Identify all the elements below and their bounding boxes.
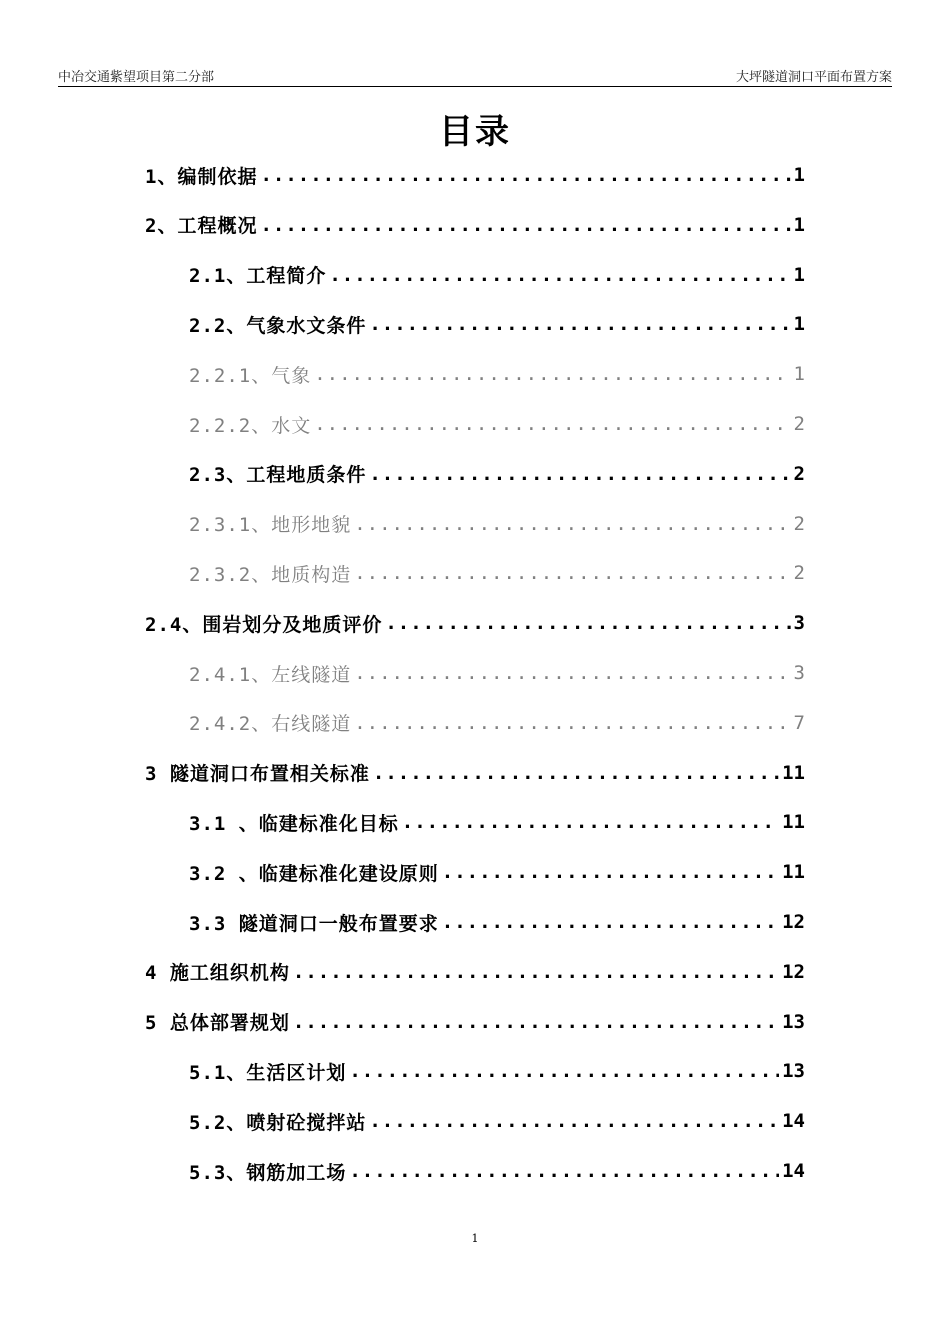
toc-entry[interactable] (189, 301, 805, 347)
toc-dot-leader (314, 413, 790, 435)
toc-dot-leader (314, 363, 790, 385)
toc-entry-label: 5.3、钢筋加工场 (189, 1161, 347, 1184)
toc-entry[interactable] (189, 700, 805, 746)
toc-entry-label: 2.1、工程简介 (189, 265, 327, 288)
toc-entry[interactable] (189, 1048, 805, 1094)
toc-entry[interactable] (189, 351, 805, 397)
toc-entry-page: 14 (782, 1160, 805, 1182)
toc-entry[interactable] (145, 600, 805, 646)
toc-entry-label: 3 隧道洞口布置相关标准 (145, 763, 370, 786)
toc-entry-label: 2.4、围岩划分及地质评价 (145, 613, 383, 636)
toc-dot-leader (369, 463, 790, 485)
toc-entry[interactable] (189, 1148, 805, 1194)
toc-dot-leader (369, 1110, 779, 1132)
toc-entry-label: 1、编制依据 (145, 165, 258, 188)
toc-entry-page: 1 (793, 213, 805, 236)
toc-entry-label: 5.1、生活区计划 (189, 1061, 347, 1084)
toc-entry-label: 3.2 、临建标准化建设原则 (189, 862, 439, 885)
page-header (58, 64, 892, 87)
toc-entry-page: 2 (793, 512, 805, 535)
toc-dot-leader (402, 811, 779, 833)
toc-entry-page: 11 (782, 811, 805, 834)
toc-entry[interactable] (189, 252, 805, 298)
toc-entry-page: 3 (793, 662, 805, 684)
toc-entry-label: 3.1 、临建标准化目标 (189, 812, 399, 835)
toc-dot-leader (385, 612, 790, 634)
toc-entry-page: 11 (782, 761, 805, 784)
toc-dot-leader (354, 662, 790, 684)
header-document-title: 大坪隧道洞口平面布置方案 (735, 70, 892, 85)
toc-entry-label: 2.3、工程地质条件 (189, 464, 367, 487)
toc-entry[interactable] (189, 849, 805, 895)
toc-entry[interactable] (189, 550, 805, 596)
toc-entry-page: 2 (793, 462, 805, 485)
toc-entry-label: 5.2、喷射砼搅拌站 (189, 1111, 367, 1134)
toc-dot-leader (260, 214, 790, 236)
toc-entry-label: 2.3.1、地形地貌 (189, 514, 352, 537)
toc-entry-page: 11 (782, 861, 805, 884)
toc-entry-page: 1 (793, 363, 805, 386)
toc-dot-leader (293, 1011, 779, 1033)
toc-entry[interactable] (189, 899, 805, 945)
toc-entry-page: 13 (782, 1010, 805, 1033)
toc-entry-page: 1 (793, 164, 805, 186)
toc-entry-label: 2.4.2、右线隧道 (189, 713, 352, 736)
toc-entry[interactable] (145, 750, 805, 796)
toc-entry-label: 2.2.2、水文 (189, 414, 312, 437)
toc-entry-label: 2.3.2、地质构造 (189, 563, 352, 586)
toc-dot-leader (349, 1060, 779, 1082)
toc-entry[interactable] (145, 152, 805, 198)
toc-dot-leader (442, 861, 779, 883)
toc-entry[interactable] (189, 799, 805, 845)
toc-entry-page: 3 (793, 612, 805, 635)
toc-entry-label: 2.2、气象水文条件 (189, 314, 367, 337)
toc-title: 目录 (439, 112, 511, 152)
toc-entry-page: 1 (793, 313, 805, 336)
toc-entry-page: 1 (793, 263, 805, 286)
toc-entry[interactable] (189, 401, 805, 447)
header-project-name: 中冶交通紫望项目第二分部 (58, 70, 215, 85)
toc-entry-page: 2 (793, 413, 805, 435)
toc-entry[interactable] (145, 999, 805, 1045)
toc-entry-label: 5 总体部署规划 (145, 1012, 290, 1035)
toc-entry[interactable] (145, 949, 805, 995)
toc-dot-leader (293, 961, 779, 983)
toc-dot-leader (442, 911, 779, 933)
page-number: 1 (471, 1232, 479, 1245)
toc-dot-leader (354, 513, 790, 535)
toc-entry-label: 2.2.1、气象 (189, 364, 312, 387)
toc-dot-leader (260, 164, 790, 186)
toc-entry-page: 12 (782, 960, 805, 983)
toc-dot-leader (354, 562, 790, 584)
toc-entry[interactable] (189, 650, 805, 696)
toc-dot-leader (354, 712, 790, 734)
toc-entry[interactable] (189, 1098, 805, 1144)
toc-dot-leader (373, 762, 779, 784)
toc-entry-page: 14 (782, 1110, 805, 1133)
toc-entry-label: 4 施工组织机构 (145, 962, 290, 985)
toc-entry[interactable] (189, 501, 805, 547)
toc-entry-page: 7 (793, 711, 805, 734)
toc-entry-label: 3.3 隧道洞口一般布置要求 (189, 912, 439, 935)
toc-dot-leader (369, 313, 790, 335)
toc-entry[interactable] (189, 451, 805, 497)
toc-entry-page: 12 (782, 911, 805, 933)
toc-entry-page: 2 (793, 562, 805, 585)
toc-entry-label: 2、工程概况 (145, 215, 258, 238)
toc-entry-label: 2.4.1、左线隧道 (189, 663, 352, 686)
toc-entry-page: 13 (782, 1060, 805, 1083)
toc-entry[interactable] (145, 202, 805, 248)
toc-dot-leader (329, 264, 790, 286)
toc-dot-leader (349, 1160, 779, 1182)
